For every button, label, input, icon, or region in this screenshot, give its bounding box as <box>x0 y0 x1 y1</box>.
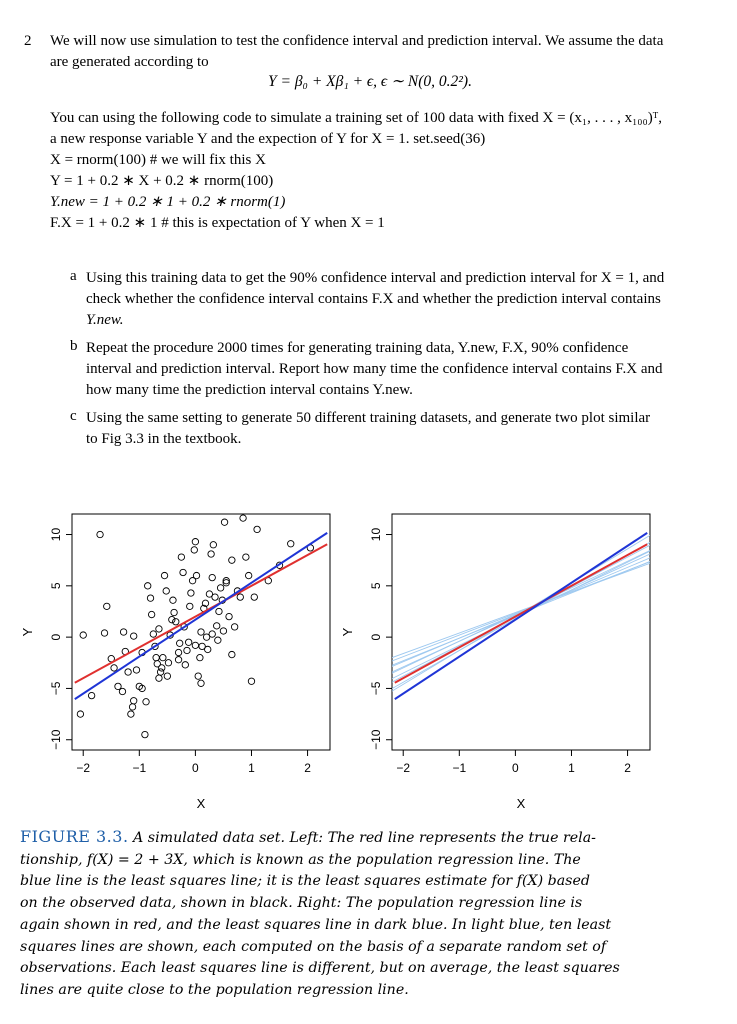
data-point <box>192 539 198 545</box>
x-tick-label: 2 <box>624 761 631 775</box>
y-tick-label: 5 <box>49 582 63 590</box>
code-line-4: F.X = 1 + 0.2 ∗ 1 # this is expectation of Y when X = 1 <box>50 215 385 231</box>
item-b-line-2: interval and prediction interval. Report how many time the confidence interval contains F.X and <box>86 361 663 377</box>
data-point <box>180 569 186 575</box>
plot-area <box>392 533 650 699</box>
item-a-line-1: Using this training data to get the 90% confidence interval and prediction interval for X = 1, and <box>86 270 665 286</box>
data-point <box>104 603 110 609</box>
y-tick-label: 10 <box>369 527 383 542</box>
data-point <box>215 637 221 643</box>
figure-3-3 <box>0 480 737 820</box>
data-point <box>176 640 182 646</box>
caption-line-1: A simulated data set. Left: The red line represents the true rela- <box>133 830 596 846</box>
data-point <box>191 547 197 553</box>
data-point <box>220 628 226 634</box>
data-point <box>209 631 215 637</box>
data-point <box>251 594 257 600</box>
x-tick-label: −1 <box>452 761 467 775</box>
least-squares-line <box>395 533 647 699</box>
data-point <box>115 683 121 689</box>
data-point <box>254 526 260 532</box>
data-point <box>208 551 214 557</box>
caption-line-6: squares lines are shown, each computed on the basis of a separate random set of <box>20 938 607 955</box>
data-point <box>178 554 184 560</box>
data-point <box>231 624 237 630</box>
data-point <box>148 611 154 617</box>
data-point <box>147 595 153 601</box>
data-point <box>237 594 243 600</box>
item-a-line-2: check whether the confidence interval contains F.X and whether the prediction interval contains <box>86 291 661 307</box>
code-line-1: X = rnorm(100) # we will fix this X <box>50 152 266 168</box>
data-point <box>198 629 204 635</box>
data-point <box>156 675 162 681</box>
caption-line-3: blue line is the least squares line; it is the least squares estimate for f(X) based <box>20 873 590 890</box>
data-point <box>130 698 136 704</box>
problem-intro-line-1: We will now use simulation to test the confidence interval and prediction interval. We assume the data <box>50 33 664 49</box>
item-a-letter: a <box>70 268 77 284</box>
y-axis-label: Y <box>20 627 35 637</box>
data-point <box>133 667 139 673</box>
x-axis-label: X <box>516 796 526 811</box>
data-point <box>170 597 176 603</box>
caption-line-8: lines are quite close to the population regression line. <box>20 981 409 998</box>
population-regression-line <box>395 544 647 683</box>
data-point <box>243 554 249 560</box>
caption-label: FIGURE 3.3. <box>20 827 129 846</box>
item-c-letter: c <box>70 408 77 424</box>
data-point <box>182 662 188 668</box>
population-regression-line <box>75 544 327 683</box>
data-point <box>209 574 215 580</box>
data-point <box>130 633 136 639</box>
data-point <box>226 613 232 619</box>
caption-line-2: tionship, f(X) = 2 + 3X, which is known as the population regression line. The <box>20 851 581 868</box>
code-intro-line-1: You can using the following code to simulate a training set of 100 data with fixed X = (x₁, . . . , x₁₀₀)ᵀ, <box>50 110 662 126</box>
data-point <box>164 673 170 679</box>
code-line-2: Y = 1 + 0.2 ∗ X + 0.2 ∗ rnorm(100) <box>50 173 274 189</box>
data-point <box>210 542 216 548</box>
y-tick-label: −5 <box>369 681 383 696</box>
data-point <box>217 585 223 591</box>
item-b-line-1: Repeat the procedure 2000 times for generating training data, Y.new, F.X, 90% confidence <box>86 340 629 356</box>
y-tick-label: −10 <box>369 729 383 750</box>
caption-line-5: again shown in red, and the least squares line in dark blue. In light blue, ten least <box>20 916 612 933</box>
y-tick-label: 0 <box>49 633 63 641</box>
data-point <box>77 711 83 717</box>
code-intro-line-2: a new response variable Y and the expection of Y for X = 1. set.seed(36) <box>50 131 486 147</box>
data-point <box>157 669 163 675</box>
data-point <box>198 680 204 686</box>
code-line-3: Y.new = 1 + 0.2 ∗ 1 + 0.2 ∗ rnorm(1) <box>50 194 286 210</box>
plot-frame <box>392 514 650 750</box>
data-point <box>212 594 218 600</box>
data-point <box>188 590 194 596</box>
caption-line-4: on the observed data, shown in black. Right: The population regression line is <box>20 895 583 912</box>
item-b-letter: b <box>70 338 78 354</box>
model-equation: Y = β₀ + Xβ₁ + ϵ, ϵ ∼ N(0, 0.2²). <box>268 73 472 90</box>
light-blue-ls-line <box>392 551 650 674</box>
data-point <box>97 531 103 537</box>
data-point <box>156 626 162 632</box>
data-point <box>80 632 86 638</box>
data-point <box>195 673 201 679</box>
x-tick-label: −2 <box>396 761 411 775</box>
y-tick-label: 5 <box>369 582 383 590</box>
data-point <box>160 654 166 660</box>
y-tick-label: −10 <box>49 729 63 750</box>
data-point <box>142 731 148 737</box>
right-lines-plot <box>340 514 650 811</box>
data-point <box>165 660 171 666</box>
data-point <box>240 515 246 521</box>
left-scatter-plot <box>20 514 330 811</box>
x-tick-label: 2 <box>304 761 311 775</box>
data-point <box>216 608 222 614</box>
data-point <box>145 583 151 589</box>
data-point <box>150 631 156 637</box>
data-point <box>163 588 169 594</box>
item-b-line-3: how many time the prediction interval contains Y.new. <box>86 382 413 398</box>
data-point <box>169 616 175 622</box>
data-point <box>175 657 181 663</box>
y-tick-label: −5 <box>49 681 63 696</box>
data-point <box>205 646 211 652</box>
data-point <box>171 609 177 615</box>
data-point <box>214 623 220 629</box>
data-point <box>173 619 179 625</box>
x-tick-label: 1 <box>248 761 255 775</box>
data-point <box>193 572 199 578</box>
x-tick-label: −1 <box>132 761 147 775</box>
data-point <box>192 642 198 648</box>
data-point <box>197 654 203 660</box>
data-point <box>153 654 159 660</box>
x-tick-label: 0 <box>192 761 199 775</box>
plot-frame <box>72 514 330 750</box>
data-point <box>128 711 134 717</box>
x-tick-label: −2 <box>76 761 91 775</box>
x-tick-label: 1 <box>568 761 575 775</box>
data-point <box>125 669 131 675</box>
data-point <box>229 651 235 657</box>
item-a-line-3: Y.new. <box>86 312 124 328</box>
data-point <box>119 688 125 694</box>
data-point <box>143 699 149 705</box>
data-point <box>229 557 235 563</box>
data-point <box>159 665 165 671</box>
data-point <box>101 630 107 636</box>
item-c-line-2: to Fig 3.3 in the textbook. <box>86 431 242 447</box>
x-tick-label: 0 <box>512 761 519 775</box>
data-point <box>221 519 227 525</box>
figure-caption <box>20 826 664 1002</box>
data-point <box>184 647 190 653</box>
y-tick-label: 0 <box>369 633 383 641</box>
data-point <box>129 704 135 710</box>
item-c-line-1: Using the same setting to generate 50 different training datasets, and generate two plot similar <box>86 410 651 426</box>
data-point <box>248 678 254 684</box>
data-point <box>245 572 251 578</box>
problem-number: 2 <box>24 33 32 49</box>
x-axis-label: X <box>196 796 206 811</box>
data-point <box>288 541 294 547</box>
data-point <box>88 692 94 698</box>
y-tick-label: 10 <box>49 527 63 542</box>
data-point <box>120 629 126 635</box>
data-point <box>175 649 181 655</box>
data-point <box>161 572 167 578</box>
plot-area <box>75 515 327 738</box>
data-point <box>185 639 191 645</box>
y-axis-label: Y <box>340 627 355 637</box>
data-point <box>111 665 117 671</box>
caption-line-7: observations. Each least squares line is different, but on average, the least squares <box>20 960 620 977</box>
problem-intro-line-2: are generated according to <box>50 54 209 70</box>
data-point <box>187 603 193 609</box>
